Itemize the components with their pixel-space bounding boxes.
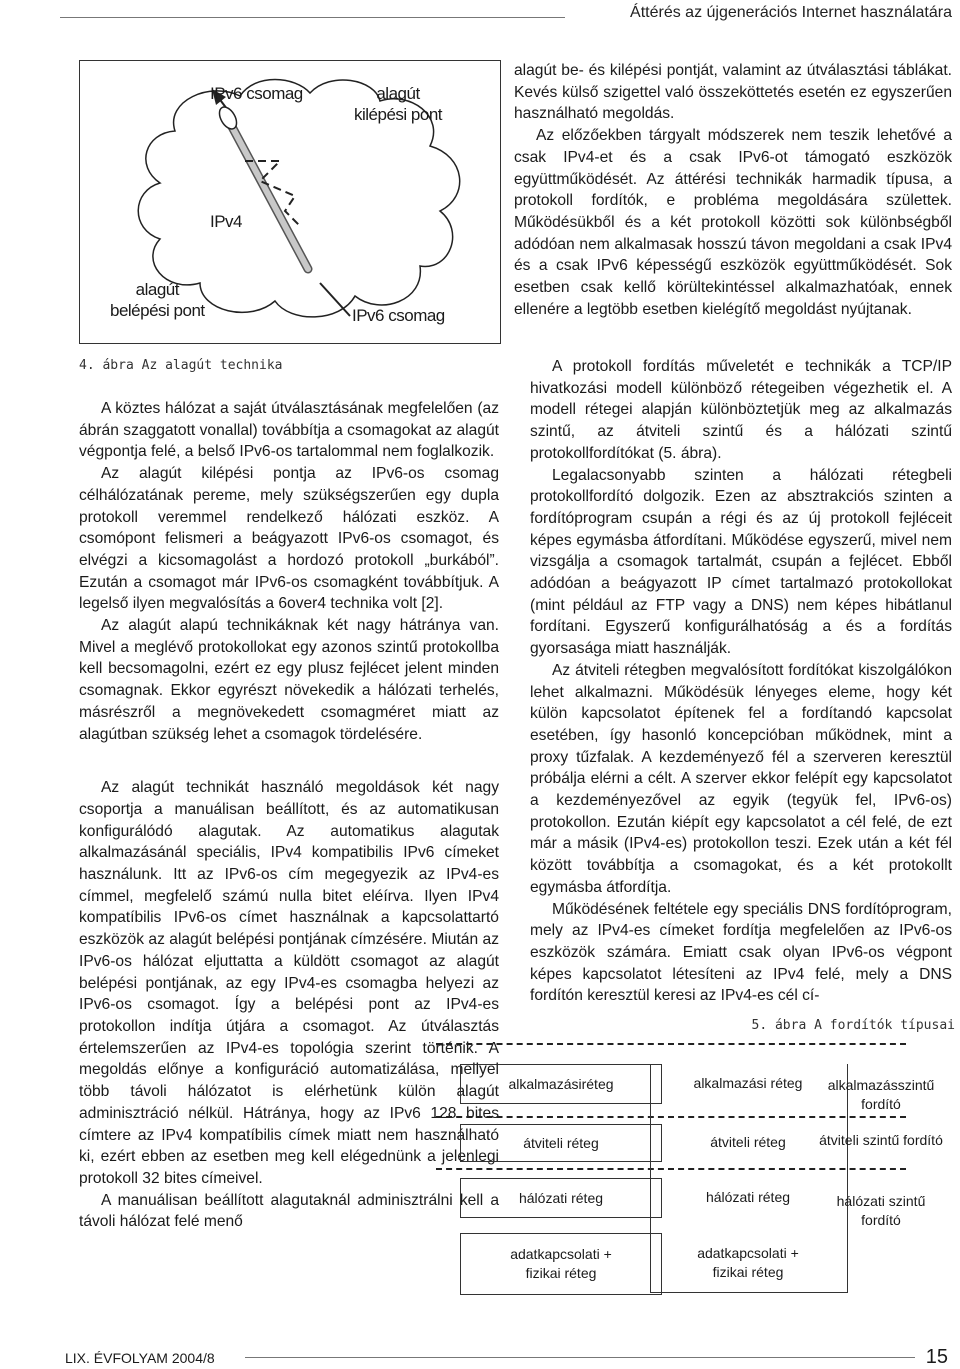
label-ipv6-top: IPv6 csomag (210, 84, 303, 103)
stack-mid-link: adatkapcsolati + fizikai réteg (697, 1245, 799, 1280)
right-top-column (514, 60, 952, 320)
right-column (530, 356, 952, 1007)
paragraph: A manuálisan beállított alagutaknál adminisztrálni kell a távoli hálózat felé menő (79, 1191, 499, 1231)
running-header: Áttérés az újgenerációs Internet használatára (630, 4, 952, 21)
stack-left-link: adatkapcsolati + fizikai réteg (460, 1233, 662, 1295)
stack-mid-app: alkalmazási réteg (693, 1074, 803, 1091)
translator-app: alkalmazásszintű fordító (827, 1077, 935, 1112)
label-exit-point: alagút kilépési pont (354, 84, 443, 124)
stack-mid-transport: átviteli réteg (710, 1133, 786, 1150)
dashed-separator (436, 1043, 906, 1045)
header-rule (60, 17, 565, 18)
label-ipv6-bottom: IPv6 csomag (352, 306, 445, 325)
paragraph: Legalacsonyabb szinten a hálózati rétegbeli protokollfordító dolgozik. Ezen az absztrakciós szinten a fordítóprogram csupán a régi és az új protokoll fejléceit képes egymásba átfordítani. Működése egyszerű, mivel nem vizsgálja a csomagok tartalmát, csupán a fejlécet. Ebből adódóan a beágyazott IP címet tartalmazó protokollokat (mint például az FTP vagy a DNS) nem képes hibátlanul fordítani. Egyszerű konfigurálhatóság a és a fordítás gyorsasága miatt használják. (530, 466, 952, 658)
figure5-caption: 5. ábra A fordítók típusai (751, 1018, 955, 1033)
paragraph: A köztes hálózat a saját útválasztásának megfelelően (az ábrán szaggatott vonallal) továbbítja a csomagokat az alagút végpontja felé, a belső IPv6-os tartalommal nem foglalkozik. (79, 400, 499, 461)
stack-mid-network: hálózati réteg (705, 1188, 791, 1205)
figure-translators (436, 1038, 960, 1308)
stack-left-transport: átviteli réteg (460, 1124, 662, 1162)
paragraph: Az átviteli rétegben megvalósított fordítókat kiszolgálókon lehet alkalmazni. Működésük lényeges eleme, hogy két külön kapcsolatot építenek fel a fordítandó kapcsolat esetében, így hasonló koncepcióban működnek, mint a proxy tűzfalak. A kezdeményező fél a szerveren keresztül próbálja elérni a célt. A szerver ekkor felépít egy kapcsolatot a kezdeményezővel az egyik (tegyük fel, IPv6-os) protokollon. Ezután kiépít egy kapcsolatot a cél felé, de ezt már a másik (IPv4-es) protokollon teszi. Ezek után a két fél között továbbítja a csomagokat, és a két protokollt egymásba átfordítja. (530, 661, 952, 896)
stack-left-app: alkalmazásiréteg (460, 1064, 662, 1104)
journal-footer: LIX. ÉVFOLYAM 2004/8 (65, 1350, 215, 1366)
footer-rule (245, 1357, 915, 1358)
paragraph: Az alagút kilépési pontja az IPv6-os csomag célhálózatának pereme, mely szükségszerűen egy dupla protokoll veremmel rendelkező hálózati eszköz. A csomópont felismeri a beágyazott IPv6-os csomagot, és elvégzi a kicsomagolást a hordozó protokoll „burkából”. Ezután a csomagot már IPv6-os csomagként továbbítjuk. A legelső ilyen megvalósítás a 6over4 technika volt [2]. (79, 465, 499, 613)
paragraph: A protokoll fordítás műveletét e technikák a TCP/IP hivatkozási modell különböző rétegeiben végezhetik el. A modell rétegei alapján különböztetjük meg az alkalmazás szintű, az átviteli szintű és a hálózati szintű protokollfordítókat (5. ábra). (530, 358, 952, 462)
paragraph: alagút be- és kilépési pontját, valamint az útválasztási táblákat. Kevés külső szigettel való összeköttetés esetén ez egyszerűen használható megoldás. (514, 62, 952, 123)
stack-left-network: hálózati réteg (460, 1178, 662, 1218)
translator-transport: átviteli szintű fordító (819, 1132, 943, 1148)
figure4-caption: 4. ábra Az alagút technika (79, 358, 283, 373)
translator-network: hálózati szintű fordító (836, 1193, 926, 1228)
figure-tunnel (79, 60, 501, 344)
page-number: 15 (925, 1346, 948, 1368)
paragraph: Az alagút alapú technikáknak két nagy hátránya van. Mivel a meglévő protokollokat egy azonos szintű protokollba kell becsomagolni, ezért ez egy plusz fejlécet jelent minden csomagnak. Ekkor egyrészt növekedik a hálózati terhelés, másrészről a megnövekedett csomagméret miatt az alagútban szükség lehet a csomagok tördelésére. (79, 617, 499, 743)
label-ipv4: IPv4 (210, 212, 243, 231)
paragraph: Működésének feltétele egy speciális DNS fordítóprogram, mely az IPv4-es címeket fordítja megfelelően az IPv6-os eszközök számára. Emiatt csak olyan IPv6-os végpont képes kapcsolatot létesíteni az IPv4 felé, mely a DNS fordítón keresztül keresi az IPv4-es cél cí- (530, 900, 952, 1005)
label-entry-point: alagút belépési pont (110, 280, 205, 320)
paragraph: Az előzőekben tárgyalt módszerek nem teszik lehetővé a csak IPv4-et és a csak IPv6-ot támogató eszközök együttműködését. Az áttérési technikák harmadik típusa, a protokoll fordítók, e probléma megoldására születtek. Működésükből és a két protokoll közötti sok különbségből adódóan nem alkalmasak hosszú távon megoldani a csak IPv4 és a csak IPv6 képességű eszközök együttműködését. Sok esetben csak kellő körültekintéssel alkalmazhatóak, ennek ellenére a legtöbb esetben kielégítő megoldást nyújtanak. (514, 127, 952, 318)
paragraph: Az alagút technikát használó megoldások két nagy csoportja a manuálisan beállított, és az automatikusan konfigurálódó alagutak. Az automatikus alagutak alkalmazásánál speciális, IPv4 kompatibilis IPv6 címeket használunk. Itt az IPv6-os cím megegyezik az IPv4-es címmel, megfelelő számú nulla bitet eléírva. Ilyen IPv4 kompatíbilis IPv6-os címet használnak a kapcsolattartó eszközök az alagút belépési pontjának címzésére. Miután az IPv6-os hálózat eljuttatta a küldött csomagot az alagút belépési pontjának, az egy IPv4-es csomagba helyezi az IPv6-os csomagot. Így a belépési pont az IPv4-es protokollon indítja útjára a csomagot. Az útválasztás értelemszerűen az IPv4-es topológia szerint történik. A megoldás előnye a konfiguráció automatizálása, mellyel több távoli hálózatot is elérhetünk külön alagút adminisztráció nélkül. Hátránya, hogy az IPv6 128 bites címtere az IPv4 kompatíbilis címek miatt nem használható ki, ezért ebben az esetben meg kell elégednünk a jelenlegi protokoll 32 bites címeivel. (79, 779, 499, 1187)
